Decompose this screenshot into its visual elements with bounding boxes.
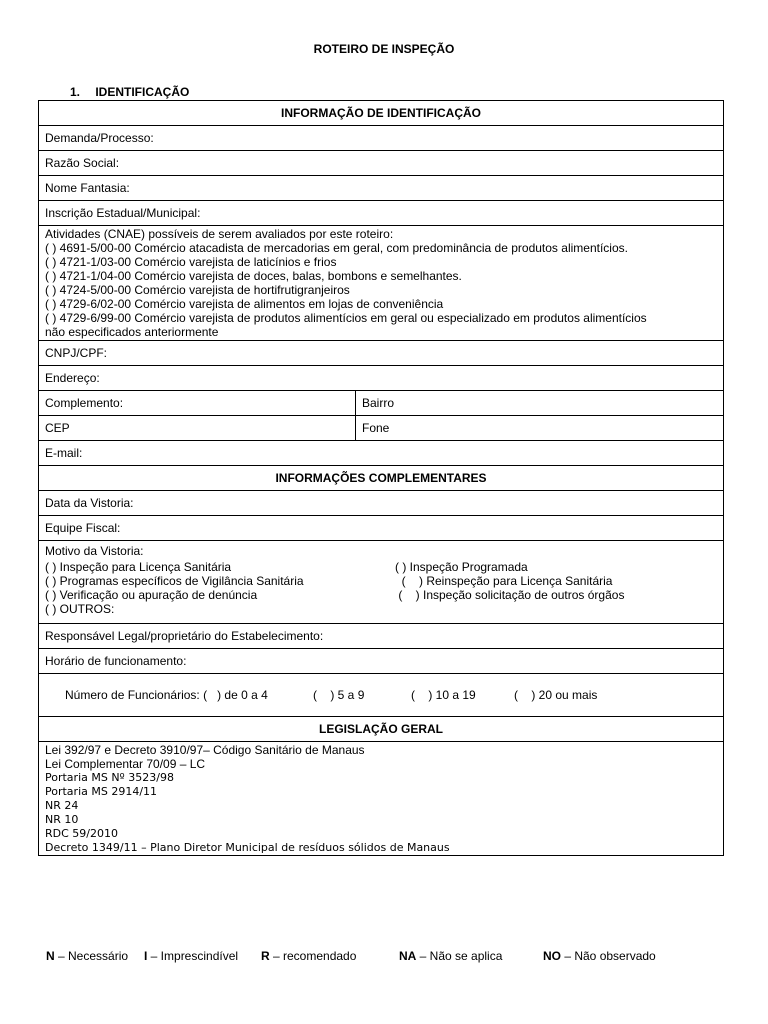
field-endereco[interactable]: Endereço: — [39, 366, 724, 391]
field-complemento[interactable]: Complemento: — [39, 391, 356, 416]
motivo-option-licenca[interactable]: ( ) Inspeção para Licença Sanitária — [45, 560, 232, 574]
atividade-option[interactable]: ( ) 4729-6/99-00 Comércio varejista de produtos alimentícios em geral ou especializado em produtos alimentícios — [45, 311, 647, 325]
field-nome-fantasia[interactable]: Nome Fantasia: — [39, 176, 724, 201]
atividade-option[interactable]: ( ) 4729-6/02-00 Comércio varejista de alimentos em lojas de conveniência — [45, 297, 444, 311]
atividades-label: Atividades (CNAE) possíveis de serem avaliados por este roteiro: — [45, 227, 394, 241]
legislacao-item: Lei 392/97 e Decreto 3910/97– Código Sanitário de Manaus — [45, 743, 365, 757]
funcionarios-option-0-4[interactable]: Número de Funcionários: ( ) de 0 a 4 — [65, 688, 268, 702]
motivo-label: Motivo da Vistoria: — [45, 544, 144, 558]
atividade-option-continuation: não especificados anteriormente — [45, 325, 219, 339]
field-responsavel-legal[interactable]: Responsável Legal/proprietário do Estabelecimento: — [39, 624, 724, 649]
page-title: ROTEIRO DE INSPEÇÃO — [313, 42, 455, 56]
atividade-option[interactable]: ( ) 4721-1/04-00 Comércio varejista de doces, balas, bombons e semelhantes. — [45, 269, 462, 283]
identification-table — [38, 100, 724, 856]
atividade-option[interactable]: ( ) 4721-1/03-00 Comércio varejista de laticínios e frios — [45, 255, 337, 269]
field-razao-social[interactable]: Razão Social: — [39, 151, 724, 176]
legend-item-i: I – Imprescindível — [144, 949, 239, 963]
funcionarios-option-5-9[interactable]: ( ) 5 a 9 — [313, 688, 365, 702]
field-horario-funcionamento[interactable]: Horário de funcionamento: — [39, 649, 724, 674]
legislacao-item: Portaria MS Nº 3523/98 — [45, 771, 174, 784]
atividade-option[interactable]: ( ) 4724-5/00-00 Comércio varejista de hortifrutigranjeiros — [45, 283, 350, 297]
legislacao-item: Decreto 1349/11 – Plano Diretor Municipal de resíduos sólidos de Manaus — [45, 841, 450, 854]
field-inscricao[interactable]: Inscrição Estadual/Municipal: — [39, 201, 724, 226]
field-bairro[interactable]: Bairro — [356, 391, 724, 416]
field-atividades — [39, 226, 724, 341]
field-numero-funcionarios — [39, 674, 724, 717]
legislacao-item: RDC 59/2010 — [45, 827, 118, 840]
motivo-option-programas[interactable]: ( ) Programas específicos de Vigilância Sanitária — [45, 574, 304, 588]
header-complementares: INFORMAÇÕES COMPLEMENTARES — [39, 466, 724, 491]
header-legislacao: LEGISLAÇÃO GERAL — [39, 717, 724, 742]
header-identificacao: INFORMAÇÃO DE IDENTIFICAÇÃO — [39, 101, 724, 126]
legend-item-na: NA – Não se aplica — [399, 949, 503, 963]
field-data-vistoria[interactable]: Data da Vistoria: — [39, 491, 724, 516]
motivo-option-denuncia[interactable]: ( ) Verificação ou apuração de denúncia — [45, 588, 258, 602]
legend-item-r: R – recomendado — [261, 949, 357, 963]
section-heading — [70, 85, 189, 99]
legislacao-item: Lei Complementar 70/09 – LC — [45, 757, 206, 771]
section-number: 1. — [70, 85, 81, 99]
legislacao-item: Portaria MS 2914/11 — [45, 785, 158, 798]
legend-item-no: NO – Não observado — [543, 949, 656, 963]
field-demanda-processo[interactable]: Demanda/Processo: — [39, 126, 724, 151]
motivo-option-outros[interactable]: ( ) OUTROS: — [45, 602, 115, 616]
legislacao-item: NR 10 — [45, 813, 79, 826]
field-fone[interactable]: Fone — [356, 416, 724, 441]
motivo-option-reinspecao[interactable]: ( ) Reinspeção para Licença Sanitária — [395, 574, 613, 588]
field-motivo-vistoria — [39, 541, 724, 624]
legend-item-n: N – Necessário — [46, 949, 129, 963]
legislacao-item: NR 24 — [45, 799, 79, 812]
field-equipe-fiscal[interactable]: Equipe Fiscal: — [39, 516, 724, 541]
funcionarios-option-10-19[interactable]: ( ) 10 a 19 — [411, 688, 476, 702]
motivo-option-programada[interactable]: ( ) Inspeção Programada — [395, 560, 528, 574]
field-email[interactable]: E-mail: — [39, 441, 724, 466]
atividade-option[interactable]: ( ) 4691-5/00-00 Comércio atacadista de mercadorias em geral, com predominância de produtos alimentícios. — [45, 241, 628, 255]
field-cep[interactable]: CEP — [39, 416, 356, 441]
legislacao-list — [39, 742, 724, 856]
field-cnpj-cpf[interactable]: CNPJ/CPF: — [39, 341, 724, 366]
funcionarios-option-20-mais[interactable]: ( ) 20 ou mais — [514, 688, 598, 702]
section-label: IDENTIFICAÇÃO — [95, 85, 190, 99]
legend — [46, 949, 656, 963]
motivo-option-outros-orgaos[interactable]: ( ) Inspeção solicitação de outros órgãos — [395, 588, 625, 602]
